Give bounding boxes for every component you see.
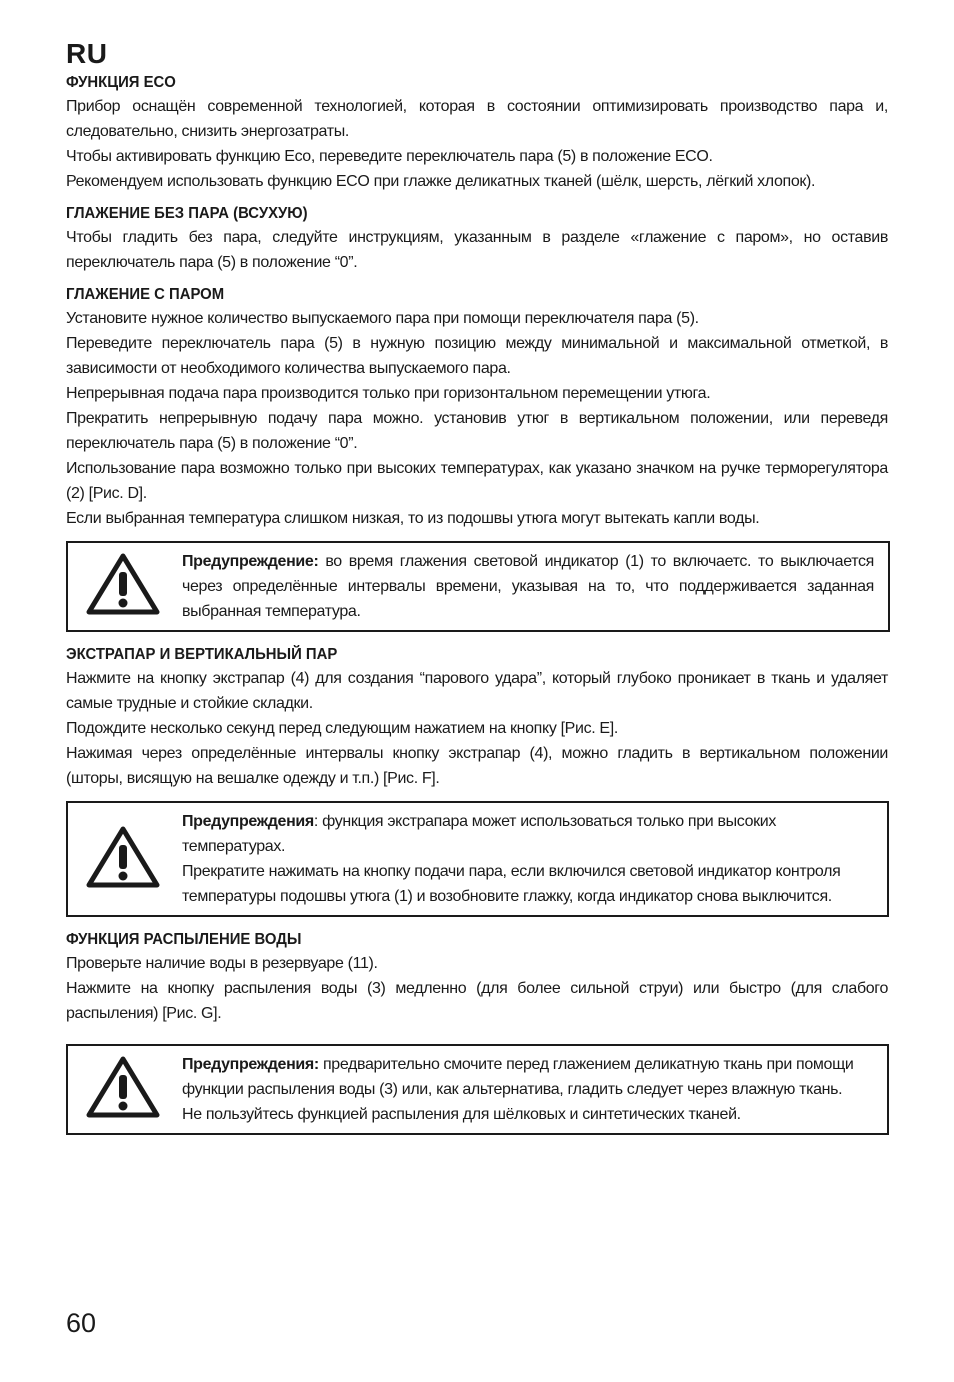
paragraph: Установите нужное количество выпускаемого пара при помощи переключателя пара (5). <box>66 310 699 327</box>
warning-text <box>182 809 873 859</box>
page-number: 60 <box>66 1308 97 1338</box>
section-title: ФУНКЦИЯ ECO <box>66 74 176 91</box>
language-code: RU <box>66 38 108 69</box>
paragraph: Если выбранная температура слишком низкая, то из подошвы утюга могут вытекать капли воды. <box>66 510 760 527</box>
warning-box-indicator <box>66 541 890 632</box>
section-steam-ironing <box>66 284 888 531</box>
paragraph: Подождите несколько секунд перед следующим нажатием на кнопку [Рис. E]. <box>66 720 618 737</box>
warning-text: Прекратите нажимать на кнопку подачи пара, если включился световой индикатор контроля температуры подошвы утюга (1) и возобновите глажку, когда индикатор снова выключится. <box>182 863 841 905</box>
warning-lead: Предупреждения: <box>182 1056 319 1073</box>
paragraph: Нажмите на кнопку экстрапар (4) для создания “парового удара”, который глубоко проникает в ткань и удаляет самые трудные и стойкие складки. <box>66 670 888 712</box>
warning-box-water-spray <box>66 1044 889 1135</box>
paragraph: Чтобы гладить без пара, следуйте инструкциям, указанным в разделе «глажение с паром», но оставив переключатель пара (5) в положение “0”. <box>66 229 888 271</box>
section-eco <box>66 72 888 194</box>
warning-text <box>182 549 874 624</box>
paragraph: Переведите переключатель пара (5) в нужную позицию между минимальной и максимальной отметкой, в зависимости от необходимого количества выпускаемого пара. <box>66 335 888 377</box>
section-title: ЭКСТРАПАР И ВЕРТИКАЛЬНЫЙ ПАР <box>66 646 338 663</box>
warning-triangle-icon <box>86 1055 160 1124</box>
warning-lead: Предупреждения <box>182 813 314 830</box>
paragraph: Использование пара возможно только при высоких температурах, как указано значком на ручке терморегулятора (2) [Рис. D]. <box>66 460 888 502</box>
warning-triangle-icon <box>86 825 160 894</box>
section-extra-steam <box>66 644 888 791</box>
section-dry-ironing <box>66 203 888 275</box>
section-water-spray <box>66 929 888 1026</box>
warning-body: : функция экстрапара может использоваться только при высоких температурах. <box>182 813 777 855</box>
paragraph: Проверьте наличие воды в резервуаре (11). <box>66 955 378 972</box>
section-title: ГЛАЖЕНИЕ БЕЗ ПАРА (ВСУХУЮ) <box>66 205 308 222</box>
paragraph: Прекратить непрерывную подачу пара можно. установив утюг в вертикальном положении, или переведя переключатель пара (5) в положение “0”. <box>66 410 888 452</box>
paragraph: Нажимая через определённые интервалы кнопку экстрапар (4), можно гладить в вертикальном положении (шторы, висящую на вешалке одежду и т.п.) [Рис. F]. <box>66 745 888 787</box>
paragraph: Прибор оснащён современной технологией, которая в состоянии оптимизировать производство пара и, следовательно, снизить энергозатраты. <box>66 98 888 140</box>
section-title: ФУНКЦИЯ РАСПЫЛЕНИЕ ВОДЫ <box>66 931 302 948</box>
paragraph: Непрерывная подача пара производится только при горизонтальном перемещении утюга. <box>66 385 711 402</box>
manual-page <box>66 38 888 1147</box>
warning-body: во время глажения световой индикатор (1) то включаетс. то выключается через определённые интервалы времени, указывая на то, что поддерживается заданная выбранная температура. <box>182 553 874 620</box>
warning-triangle-icon <box>86 552 160 621</box>
warning-text: Не пользуйтесь функцией распыления для шёлковых и синтетических тканей. <box>182 1106 741 1123</box>
warning-box-extra-steam <box>66 801 889 917</box>
paragraph: Чтобы активировать функцию Eco, переведите переключатель пара (5) в положение ECO. <box>66 148 713 165</box>
paragraph: Нажмите на кнопку распыления воды (3) медленно (для более сильной струи) или быстро (для слабого распыления) [Рис. G]. <box>66 980 888 1022</box>
warning-lead: Предупреждение: <box>182 553 319 570</box>
warning-body: предварительно смочите перед глажением деликатную ткань при помощи функции распыления воды (3) или, как альтернатива, гладить следует через влажную ткань. <box>182 1056 854 1098</box>
section-title: ГЛАЖЕНИЕ С ПАРОМ <box>66 286 225 303</box>
paragraph: Рекомендуем использовать функцию ECO при глажке деликатных тканей (шёлк, шерсть, лёгкий хлопок). <box>66 173 816 190</box>
warning-text <box>182 1052 873 1102</box>
